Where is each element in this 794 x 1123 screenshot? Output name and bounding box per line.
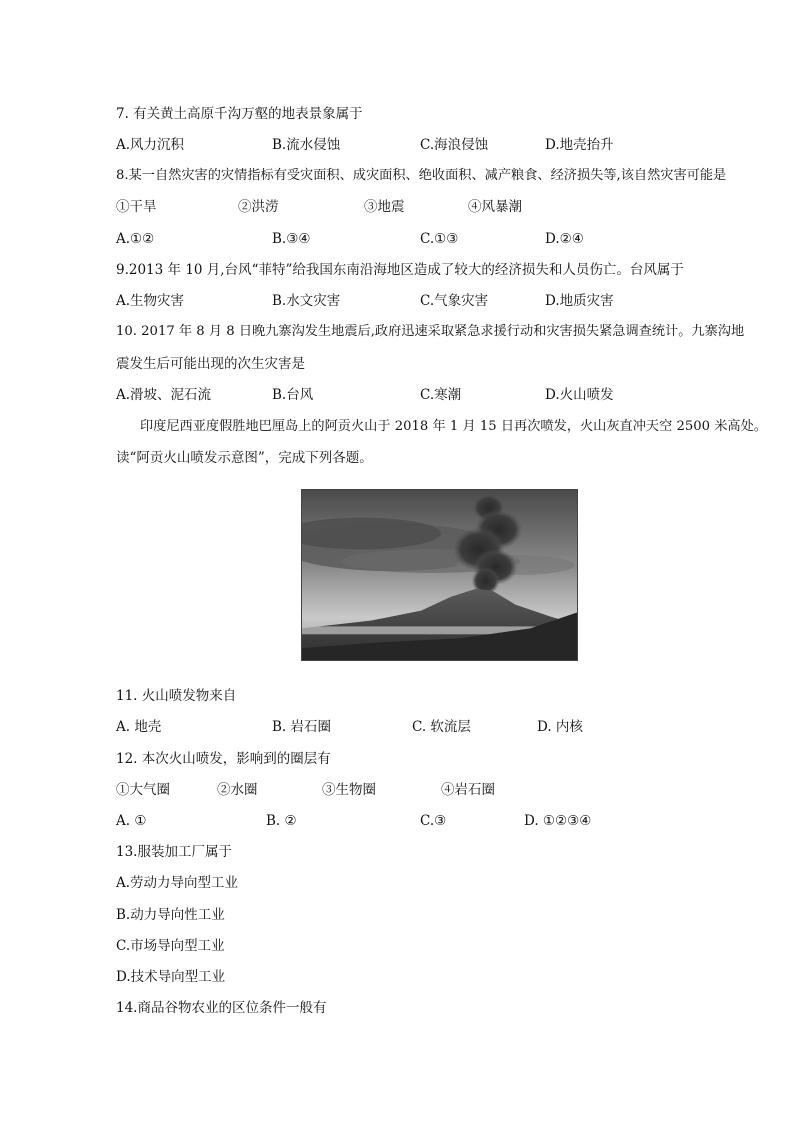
question-13-option-b: B.动力导向性工业	[116, 907, 225, 923]
passage-line-1: 印度尼西亚度假胜地巴厘岛上的阿贡火山于 2018 年 1 月 15 日再次喷发，火山灰直冲天空 2500 米高处。	[140, 419, 767, 434]
question-11-option-b: B. 岩石圈	[272, 719, 332, 735]
question-11-option-a: A. 地壳	[116, 719, 162, 735]
question-12-item-4: ④岩石圈	[441, 782, 495, 798]
question-11-stem: 11. 火山喷发物来自	[116, 688, 237, 704]
question-9-option-d: D.地质灾害	[545, 293, 614, 309]
question-9-stem: 9.2013 年 10 月,台风“菲特”给我国东南沿海地区造成了较大的经济损失和人员伤亡。台风属于	[116, 262, 684, 278]
question-13-option-a: A.劳动力导向型工业	[116, 875, 239, 891]
question-12-option-b: B. ②	[266, 813, 297, 829]
question-8-item-4: ④风暴潮	[468, 199, 522, 215]
question-13-option-d: D.技术导向型工业	[116, 969, 226, 985]
question-12-item-1: ①大气圈	[116, 782, 170, 798]
question-8-stem: 8.某一自然灾害的灾情指标有受灾面积、成灾面积、绝收面积、减产粮食、经济损失等,该自然灾害可能是	[116, 168, 727, 183]
passage-line-2: 读“阿贡火山喷发示意图”，完成下列各题。	[116, 450, 373, 466]
question-8-item-2: ②洪涝	[238, 199, 279, 215]
question-12-stem: 12. 本次火山喷发，影响到的圈层有	[116, 751, 331, 767]
question-10-option-c: C.寒潮	[420, 387, 462, 403]
volcano-eruption-photo	[301, 489, 578, 661]
question-8-option-a: A.①②	[116, 231, 155, 247]
question-7-option-d: D.地壳抬升	[545, 137, 614, 153]
question-12-item-2: ②水圈	[217, 782, 258, 798]
question-10-option-a: A.滑坡、泥石流	[116, 387, 212, 403]
question-7-option-a: A.风力沉积	[116, 137, 185, 153]
question-9-option-a: A.生物灾害	[116, 293, 185, 309]
question-14-stem: 14.商品谷物农业的区位条件一般有	[116, 1000, 327, 1016]
question-13-stem: 13.服装加工厂属于	[116, 844, 232, 860]
question-10-stem-line-1: 10. 2017 年 8 月 8 日晚九寨沟发生地震后,政府迅速采取紧急求援行动和灾害损失紧急调查统计。九寨沟地	[116, 324, 745, 339]
question-10-option-d: D.火山喷发	[545, 387, 614, 403]
question-12-option-d: D. ①②③④	[524, 813, 592, 829]
question-9-option-c: C.气象灾害	[420, 293, 489, 309]
question-8-option-c: C.①③	[420, 231, 459, 247]
question-13-option-c: C.市场导向型工业	[116, 938, 225, 954]
question-8-item-1: ①干旱	[116, 199, 157, 215]
question-12-option-a: A. ①	[116, 813, 147, 829]
question-7-option-c: C.海浪侵蚀	[420, 137, 489, 153]
question-8-item-3: ③地震	[364, 199, 405, 215]
question-12-option-c: C.③	[420, 813, 447, 829]
question-8-option-b: B.③④	[272, 231, 311, 247]
question-8-option-d: D.②④	[545, 231, 584, 247]
question-9-option-b: B.水文灾害	[272, 293, 341, 309]
question-7-stem: 7. 有关黄土高原千沟万壑的地表景象属于	[116, 106, 363, 122]
question-10-option-b: B.台风	[272, 387, 314, 403]
question-7-option-b: B.流水侵蚀	[272, 137, 341, 153]
question-10-stem-line-2: 震发生后可能出现的次生灾害是	[116, 356, 305, 372]
question-11-option-c: C. 软流层	[412, 719, 471, 735]
question-11-option-d: D. 内核	[537, 719, 583, 735]
question-12-item-3: ③生物圈	[322, 782, 376, 798]
